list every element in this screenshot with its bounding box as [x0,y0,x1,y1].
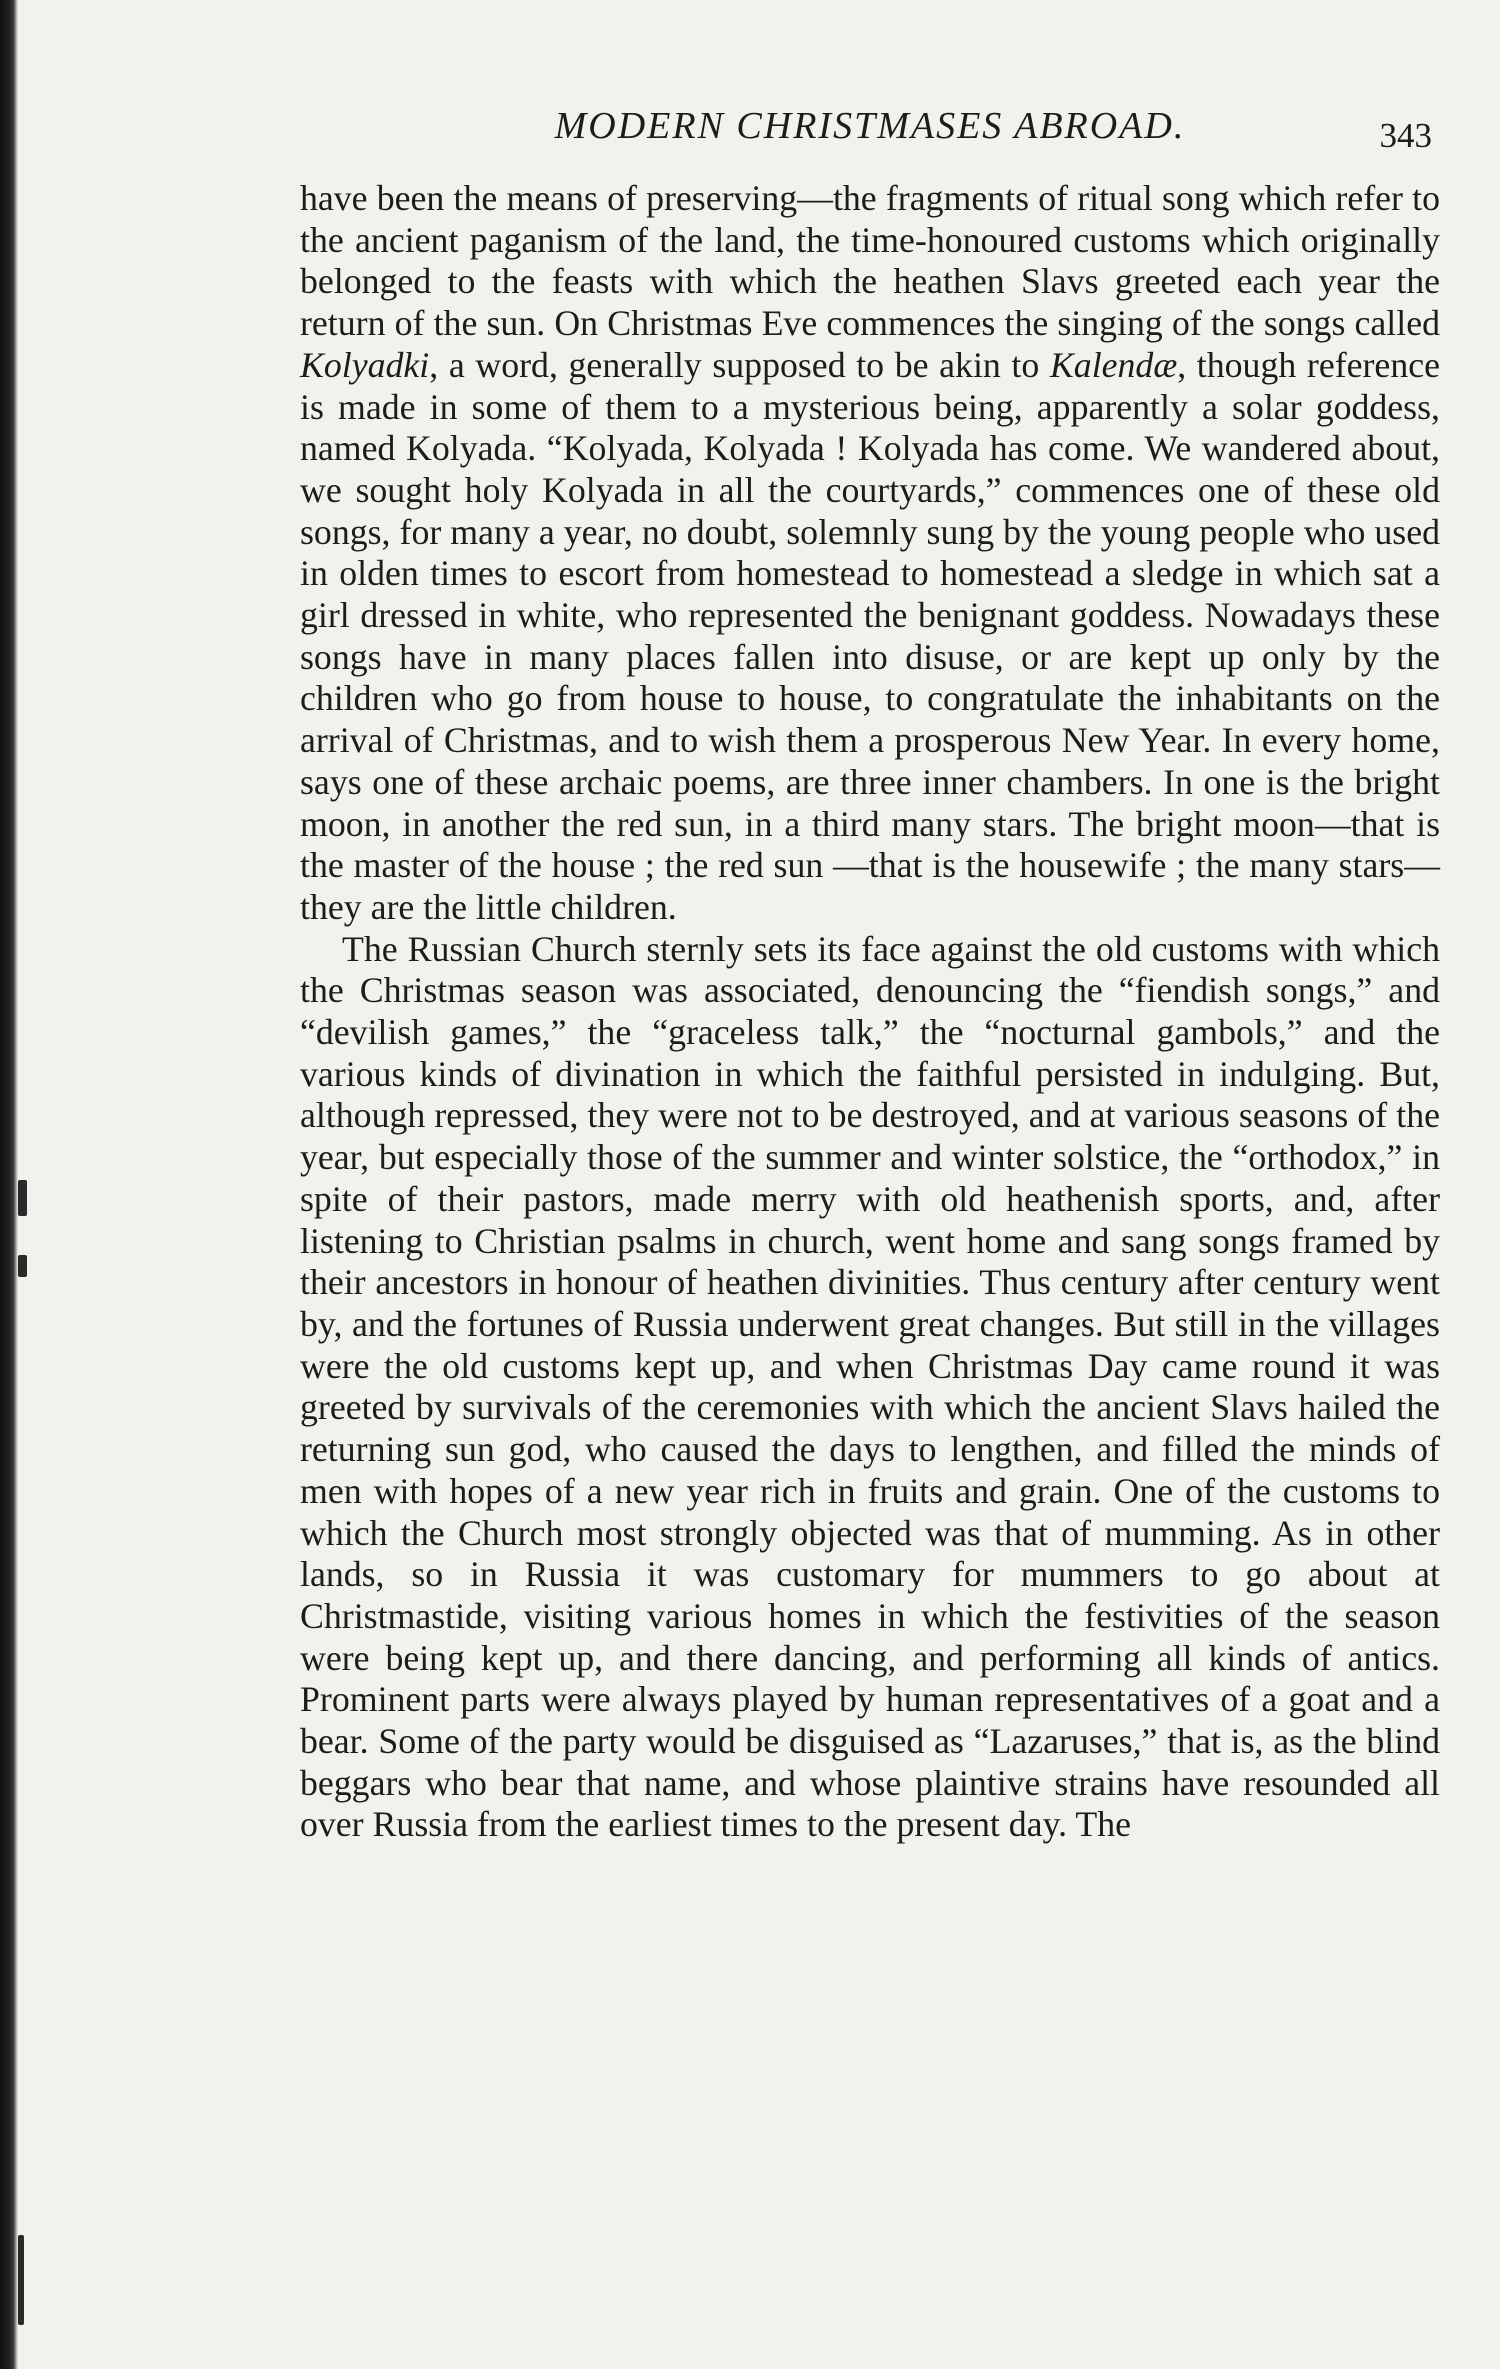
text-run: have been the means of preserving—the fragments of ritual song which refer to the ancient paganism of the land, the time-honoured customs which originally belonged to the feasts with which the heathen Slavs greeted each year the return of the sun. On Christmas Eve commences the singing of the songs called [300,178,1440,344]
scan-shadow-edge [0,0,18,2369]
paragraph: The Russian Church sternly sets its face against the old customs with which the Christmas season was associated, denouncing the “fiendish songs,” and “devilish games,” the “graceless talk,” the “nocturnal gambols,” and the various kinds of divination in which the faithful persisted in indulging. But, although repressed, they were not to be destroyed, and at various seasons of the year, but especially those of the summer and winter solstice, the “orthodox,” in spite of their pastors, made merry with old heathenish sports, and, after listening to Christian psalms in church, went home and sang songs framed by their ancestors in honour of heathen divinities. Thus century after century went by, and the fortunes of Russia underwent great changes. But still in the villages were the old customs kept up, and when Christmas Day came round it was greeted by survivals of the ceremonies with which the ancient Slavs hailed the returning sun god, who caused the days to lengthen, and filled the minds of men with hopes of a new year rich in fruits and grain. One of the customs to which the Church most strongly objected was that of mumming. As in other lands, so in Russia it was customary for mummers to go about at Christmastide, visiting various homes in which the festivities of the season were being kept up, and there dancing, and performing all kinds of antics. Prominent parts were always played by human representatives of a goat and a bear. Some of the party would be disguised as “Lazaruses,” that is, as the blind beggars who bear that name, and whose plaintive strains have resounded all over Russia from the earliest times to the present day. The [300,928,1440,1845]
page-header [300,104,1440,160]
running-head: MODERN CHRISTMASES ABROAD. [554,105,1186,147]
italic-term: Kalendæ [1049,344,1178,385]
paragraph [300,178,1440,929]
scan-speck [18,1255,27,1277]
scan-speck [18,1180,27,1216]
scan-speck [18,2235,24,2325]
italic-term: Kolyadki [300,344,430,385]
body-text [300,178,1440,2278]
page-number: 343 [1379,116,1432,155]
text-run: , a word, generally supposed to be akin to [429,344,1050,385]
text-run: , though reference is made in some of them to a mysterious being, apparently a solar goddess, named Kolyada. “Kolyada, Kolyada ! Kolyada has come. We wandered about, we sought holy Kolyada in all the courtyards,” commences one of these old songs, for many a year, no doubt, solemnly sung by the young people who used in olden times to escort from homestead to homestead a sledge in which sat a girl dressed in white, who represented the benignant goddess. Nowadays these songs have in many places fallen into disuse, or are kept up only by the children who go from house to house, to congratulate the inhabitants on the arrival of Christmas, and to wish them a prosperous New Year. In every home, says one of these archaic poems, are three inner chambers. In one is the bright moon, in another the red sun, in a third many stars. The bright moon—that is the master of the house ; the red sun —that is the housewife ; the many stars—they are the little children. [300,344,1440,927]
